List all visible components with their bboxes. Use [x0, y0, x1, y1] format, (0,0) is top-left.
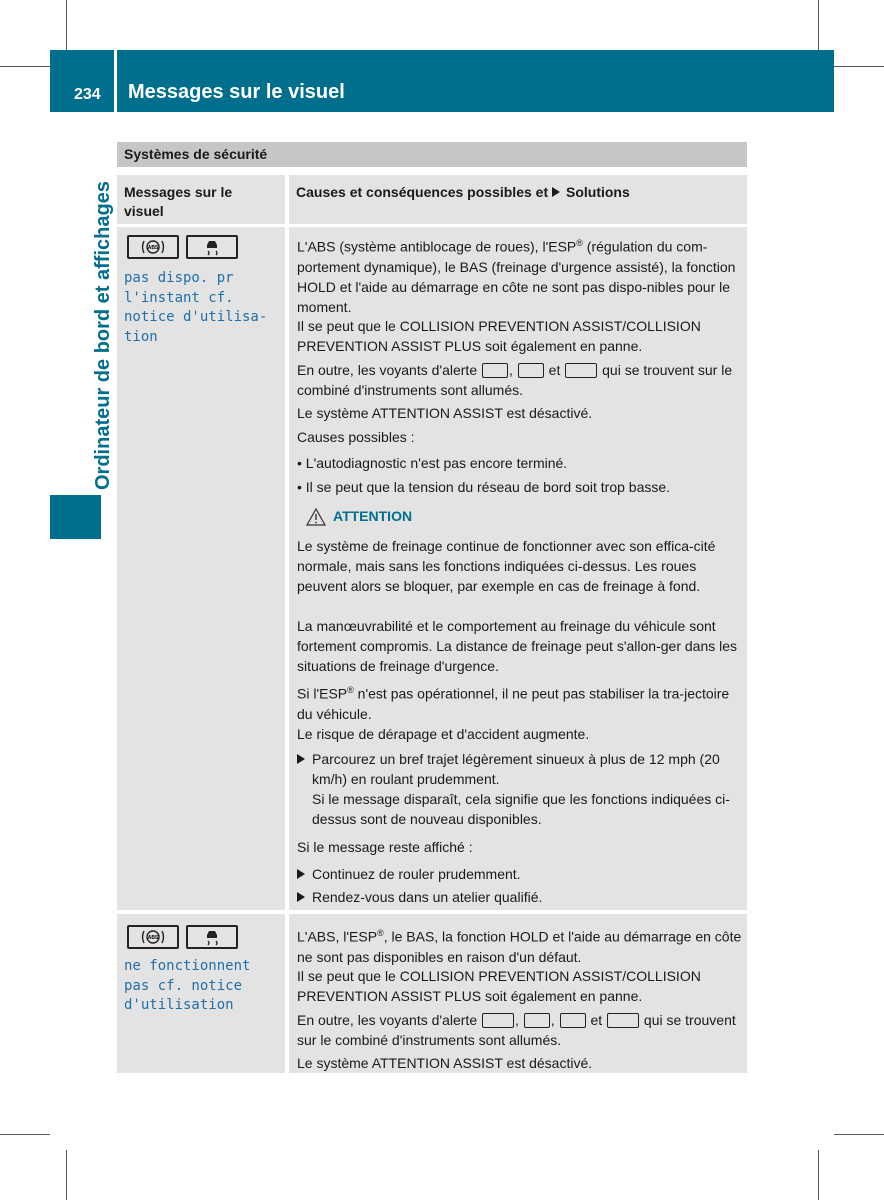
arrow-icon — [297, 754, 305, 764]
row1-causes-cell — [289, 227, 747, 910]
paragraph: En outre, les voyants d'alerte , , et qui se trouvent sur le combiné d'instruments sont allumés. — [297, 1012, 736, 1048]
paragraph: En outre, les voyants d'alerte , et qui se trouvent sur le combiné d'instruments sont allumés. — [297, 362, 733, 398]
crop-mark — [834, 1134, 884, 1135]
arrow-icon — [297, 892, 305, 902]
arrow-icon — [297, 869, 305, 879]
row2-display-cell — [117, 914, 285, 1073]
page-number: 234 — [74, 86, 101, 103]
car-warning-icon — [524, 1013, 550, 1028]
instruction-step: Continuez de rouler prudemment. — [297, 864, 742, 884]
paragraph: Si l'ESP® n'est pas opérationnel, il ne peut pas stabiliser la tra-jectoire du véhicule. — [297, 685, 730, 722]
bullet-item: • L'autodiagnostic n'est pas encore terminé. — [297, 455, 568, 471]
warning-triangle-icon — [306, 508, 326, 531]
paragraph: Le système ATTENTION ASSIST est désactivé. — [297, 1055, 593, 1071]
paragraph: L'ABS, l'ESP®, le BAS, la fonction HOLD et l'aide au démarrage en côte ne sont pas disponibles en raison d'un défaut. — [297, 928, 742, 965]
bullet-item: • Il se peut que la tension du réseau de bord soit trop basse. — [297, 479, 671, 495]
esp-off-icon — [560, 1013, 586, 1028]
paragraph: La manœuvrabilité et le comportement au freinage du véhicule sont fortement compromis. La distance de freinage peut s'allon-ger dans les situations de freinage d'urgence. — [297, 618, 738, 674]
svg-text:ABS: ABS — [147, 245, 159, 251]
row2-causes-cell — [289, 914, 747, 1073]
crop-mark — [834, 66, 884, 67]
column-header-messages: Messages sur le visuel — [117, 175, 285, 224]
esp-skid-icon — [186, 235, 238, 259]
row1-display-cell — [117, 227, 285, 910]
page-title: Messages sur le visuel — [128, 81, 345, 103]
paragraph: Le risque de dérapage et d'accident augmente. — [297, 726, 590, 742]
section-title: Systèmes de sécurité — [117, 142, 747, 167]
paragraph: Le système de freinage continue de fonctionner avec son effica-cité normale, mais sans les fonctions indiquées ci-dessus. Les roues peuvent alors se bloquer, par exemple en cas de freinage à fond. — [297, 538, 716, 594]
crop-mark — [818, 0, 819, 50]
abs-warning-icon — [127, 235, 179, 259]
abs-lamp-icon — [607, 1013, 639, 1028]
paragraph: L'ABS (système antiblocage de roues), l'ESP® (régulation du com-portement dynamique), le BAS (freinage d'urgence assisté), la fonction HOLD et l'aide au démarrage en côte ne sont pas dispo-nibles pour le moment. — [297, 238, 736, 315]
crop-mark — [66, 0, 67, 50]
esp-off-icon — [518, 363, 544, 378]
side-tab-label: Ordinateur de bord et affichages — [92, 181, 114, 490]
arrow-icon — [552, 187, 560, 197]
brake-lamp-icon — [482, 1013, 514, 1028]
crop-mark — [0, 1134, 50, 1135]
abs-lamp-icon — [565, 363, 597, 378]
abs-warning-icon — [127, 925, 179, 949]
paragraph: Causes possibles : — [297, 429, 415, 445]
svg-text:ABS: ABS — [147, 935, 159, 941]
paragraph: Il se peut que le COLLISION PREVENTION ASSIST/COLLISION PREVENTION ASSIST PLUS soit également en panne. — [297, 318, 701, 354]
display-message-unavailable: pas dispo. pr l'instant cf. notice d'utilisa- tion — [124, 270, 268, 345]
instruction-step-result: Si le message disparaît, cela signifie que les fonctions indiquées ci-dessus sont de nouveau disponibles. — [312, 791, 730, 827]
side-tab-marker — [50, 495, 101, 539]
paragraph: Si le message reste affiché : — [297, 839, 473, 855]
paragraph: Il se peut que le COLLISION PREVENTION ASSIST/COLLISION PREVENTION ASSIST PLUS soit également en panne. — [297, 968, 701, 1004]
column-header-causes: Causes et conséquences possibles et Solutions — [289, 175, 747, 224]
crop-mark — [66, 1150, 67, 1200]
paragraph: Le système ATTENTION ASSIST est désactivé. — [297, 405, 593, 421]
instruction-step: Rendez-vous dans un atelier qualifié. — [297, 887, 742, 907]
car-warning-icon — [482, 363, 508, 378]
display-message-malfunction: ne fonctionnent pas cf. notice d'utilisation — [124, 958, 251, 1013]
crop-mark — [0, 66, 50, 67]
instruction-step: Parcourez un bref trajet légèrement sinueux à plus de 12 mph (20 km/h) en roulant prudemment. — [297, 749, 742, 789]
crop-mark — [818, 1150, 819, 1200]
esp-skid-icon — [186, 925, 238, 949]
attention-heading: ATTENTION — [333, 508, 413, 524]
